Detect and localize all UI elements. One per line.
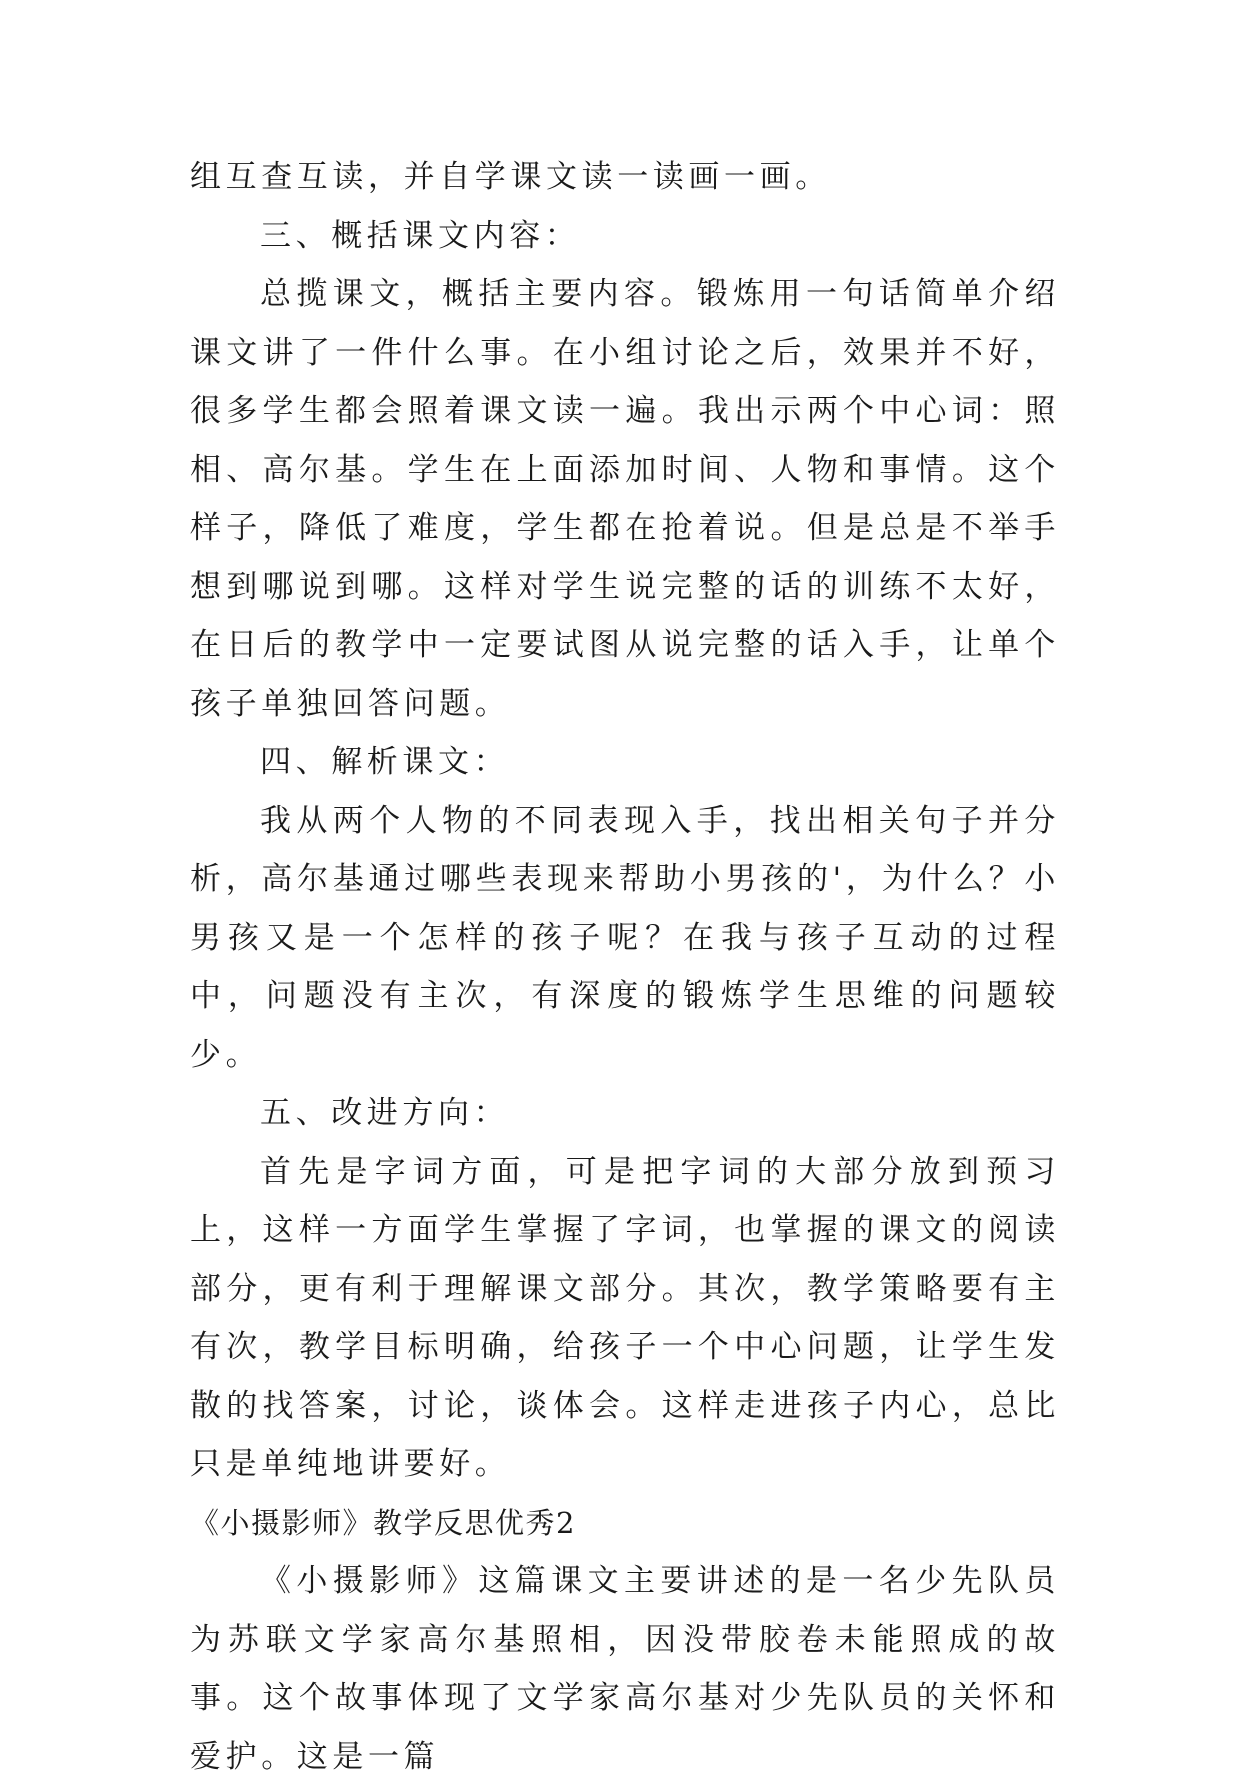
- body-paragraph-improvement: 首先是字词方面，可是把字词的大部分放到预习上，这样一方面学生掌握了字词，也掌握的课文的阅读部分，更有利于理解课文部分。其次，教学策略要有主有次，教学目标明确，给孩子一个中心问题，让学生发散的找答案，讨论，谈体会。这样走进孩子内心，总比只是单纯地讲要好。: [190, 1153, 1060, 1482]
- article-title: 《小摄影师》教学反思优秀2: [190, 1505, 576, 1540]
- body-paragraph-summary: 总揽课文，概括主要内容。锻炼用一句话简单介绍课文讲了一件什么事。在小组讨论之后，效果并不好，很多学生都会照着课文读一遍。我出示两个中心词：照相、高尔基。学生在上面添加时间、人物和事情。这个样子，降低了难度，学生都在抢着说。但是总是不举手想到哪说到哪。这样对学生说完整的话的训练不太好，在日后的教学中一定要试图从说完整的话入手，让单个孩子单独回答问题。: [190, 276, 1060, 722]
- continued-paragraph: 组互查互读，并自学课文读一读画一画。: [190, 159, 831, 195]
- document-body: [190, 148, 1060, 1786]
- body-paragraph-analysis: 我从两个人物的不同表现入手，找出相关句子并分析，高尔基通过哪些表现来帮助小男孩的'，为什么？小男孩又是一个怎样的孩子呢？在我与孩子互动的过程中，问题没有主次，有深度的锻炼学生思维的问题较少。: [190, 802, 1060, 1073]
- section-heading-analysis: 四、解析课文：: [260, 744, 510, 780]
- section-heading-summary: 三、概括课文内容：: [260, 217, 581, 254]
- body-paragraph-intro: 《小摄影师》这篇课文主要讲述的是一名少先队员为苏联文学家高尔基照相，因没带胶卷未能照成的故事。这个故事体现了文学家高尔基对少先队员的关怀和爱护。这是一篇: [190, 1563, 1060, 1775]
- section-heading-improvement: 五、改进方向：: [260, 1095, 510, 1131]
